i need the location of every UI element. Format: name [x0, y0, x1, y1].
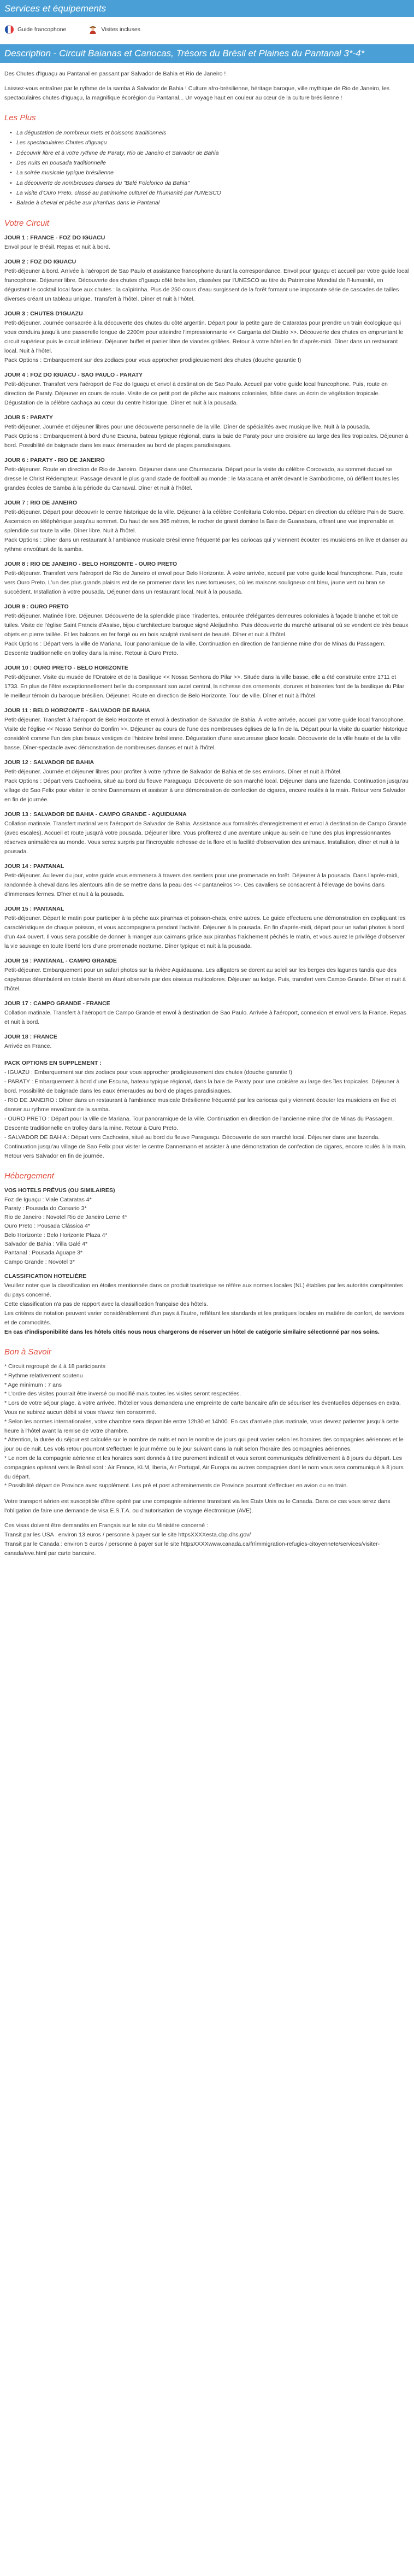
visa-note: Ces visas doivent être demandés en Français sur le site du Ministère concerné : Transit par les USA : environ 13 euros / personne à payer sur le site httpsXXXXesta.cbp.dhs.gov/ Transit par le Canada : environ 5 euros / personne à payer sur le site httpsXXXXwww.canada.ca/fr/immigration-refugies-citoyennete/services/visiter-canada/eve.html par carte bancaire.: [4, 1522, 380, 1557]
transport-note: Votre transport aérien est susceptible d'être opéré par une compagnie aérienne transitant via les Etats Unis ou le Canada. Dans ce cas vous serez dans l'obligation de faire une demande de visa E.S.T.A. ou d'autorisation de voyage électronique (AVE).: [4, 1498, 391, 1515]
classification-text: Veuillez noter que la classification en étoiles mentionnée dans ce produit touristique se réfère aux normes locales (NL) établies par les autorités compétentes du pays concerné. Cette classification n'a pas de rapport avec la classification française des hôtels. Les critères de notation peuvent varier considérablement d'un pays à l'autre, reflétant les standards et les pratiques locales en matière de confort, de services et de commodités.: [4, 1282, 404, 1326]
day-title: JOUR 18 : FRANCE: [4, 1034, 57, 1041]
day-entry: [4, 233, 410, 252]
pack-options: [4, 1059, 410, 1161]
day-title: JOUR 12 : SALVADOR DE BAHIA: [4, 759, 94, 766]
day-title: JOUR 5 : PARATY: [4, 414, 53, 421]
hotel-item: Foz de Iguaçu : Viale Cataratas 4*: [4, 1196, 92, 1203]
savoir-heading: Bon à Savoir: [4, 1347, 51, 1357]
hotels-list: [4, 1186, 410, 1266]
savoir-item: * Age minimum : 7 ans: [4, 1381, 62, 1388]
services-title-bar: [0, 0, 414, 17]
itinerary: [4, 233, 410, 1051]
day-text: Petit-déjeuner. Transfert à l'aéroport de Belo Horizonte et envol à destination de Salvador de Bahia. À votre arrivée, accueil par votre guide local francophone. Visite de l'église << Nosso Senhor do Bonfim >>. Déjeuner au cours de l'une des nombreuses églises de la fin de la. Départ pour la visite du quartier historique considéré comme l'un des plus beaux vestiges de l'histoire brésilienne. Dégustation d'une savoureuse glace locale. Découverte de la ville haute et de la ville basse. Dîner-spectacle avec démonstration de nombreuses danses et nuit à l'hôtel.: [4, 717, 408, 752]
day-title: JOUR 14 : PANTANAL: [4, 863, 64, 870]
day-entry: [4, 810, 410, 856]
plus-item: • La visite d'Ouro Preto, classé au patrimoine culturel de l'humanité par l'UNESCO: [10, 188, 410, 198]
day-entry: [4, 371, 410, 408]
service-visits: [88, 25, 140, 34]
plus-item: • Balade à cheval et pêche aux piranhas dans le Pantanal: [10, 198, 410, 208]
day-title: JOUR 6 : PARATY - RIO DE JANEIRO: [4, 457, 105, 464]
flag-fr-icon: [4, 25, 14, 34]
intro-paragraph: Laissez-vous entraîner par le rythme de la samba à Salvador de Bahia ! Culture afro-brésilienne, héritage baroque, ville mythique de Rio de Janeiro, les spectaculaires chutes d'Iguaçu, la magnifique écorégion du Pantanal... Un voyage haut en couleur au cœur de la culture brésilienne !: [4, 85, 390, 101]
day-text: Petit-déjeuner. Journée consacrée à la découverte des chutes du côté argentin. Départ pour la petite gare de Cataratas pour prendre un train écologique qui vous conduira jusqu'à une passerelle longue de 2200m pour atteindre l'impressionnante << Garganta del Diablo >>. Découverte des chutes en empruntant le circuit supérieur puis le circuit inférieur. Déjeuner buffet et panier libre de viandes grillées. Retour à votre hôtel en fin d'après-midi. Dîner dans un restaurant local. Nuit à l'hôtel. Pack Options : Embarquement sur des zodiacs pour vous approcher prodigieusement des chutes (douche garantie !): [4, 320, 404, 364]
day-entry: [4, 1032, 410, 1051]
plus-item: • Des nuits en pousada traditionnelle: [10, 158, 410, 168]
plus-list: [4, 128, 410, 208]
day-title: JOUR 9 : OURO PRETO: [4, 603, 69, 611]
pack-option-item: - RIO DE JANEIRO : Dîner dans un restaurant à l'ambiance musicale Brésilienne fréquenté par les cariocas qui y viennent écouter les musiciens en live et danser au rythme envoûtant de la samba.: [4, 1097, 396, 1113]
classification-heading: CLASSIFICATION HOTELIÈRE: [4, 1272, 87, 1280]
savoir-item: * Lors de votre séjour plage, à votre arrivée, l'hôtelier vous demandera une empreinte de carte bancaire afin de sécuriser les éventuelles dépenses en extra. Vous ne subirez aucun débit si vous n'avez rien consommé.: [4, 1400, 401, 1416]
hotel-item: Campo Grande : Novotel 3*: [4, 1258, 75, 1265]
day-entry: [4, 862, 410, 899]
hotels-heading: VOS HOTELS PRÉVUS (OU SIMILAIRES): [4, 1187, 115, 1194]
day-title: JOUR 1 : FRANCE - FOZ DO IGUACU: [4, 234, 105, 242]
savoir-item: * L'ordre des visites pourrait être inversé ou modifié mais toutes les visites seront respectées.: [4, 1390, 241, 1398]
day-entry: [4, 456, 410, 493]
day-title: JOUR 4 : FOZ DO IGUACU - SAO PAULO - PARATY: [4, 372, 143, 379]
plus-item: • La dégustation de nombreux mets et boissons traditionnels: [10, 128, 410, 138]
savoir-item: * Attention, la durée du séjour est calculée sur le nombre de nuits et non le nombre de jours qui peut varier selon les horaires des compagnies aériennes et le jour ou de nuit. Les vols retour pourront s'effectuer le jour même ou le jour suivant dans la nuit selon l'horaire des compagnies aériennes.: [4, 1436, 404, 1453]
plus-item: • La soirée musicale typique brésilienne: [10, 168, 410, 178]
day-title: JOUR 3 : CHUTES D'IGUAZU: [4, 310, 83, 318]
plus-item: • La découverte de nombreuses danses du "Balé Folclorico da Bahia": [10, 178, 410, 188]
day-entry: [4, 498, 410, 554]
day-text: Petit-déjeuner. Visite du musée de l'Oratoire et de la Basilique << Nossa Senhora do Pilar >>. Située dans la ville basse, elle a été construite entre 1711 et 1733. En plus de l'être exceptionnellement belle du compassant son autel central, la richesse des ornements, dorures et boiseries font de la basilique du Pilar le meilleur témoin du baroque brésilien. Déjeuner. Route en direction de Belo Horizonte. Tour de ville. Dîner et nuit à l'hôtel.: [4, 674, 405, 700]
day-text: Petit-déjeuner. Départ pour découvrir le centre historique de la ville. Déjeuner à la célèbre Confeitaria Colombo. Départ en direction du célèbre Pain de Sucre. Ascension en téléphérique jusqu'au sommet. Du haut de ses 395 mètres, le rocher de granit domine la Baie de Guanabara, offrant une vue imprenable et splendide sur toute la ville. Dîner libre. Nuit à l'hôtel. Pack Options : Dîner dans un restaurant à l'ambiance musicale Brésilienne fréquenté par les cariocas qui y viennent écouter les musiciens en live et danser au rythme envoûtant de la samba.: [4, 509, 407, 553]
day-title: JOUR 16 : PANTANAL - CAMPO GRANDE: [4, 958, 117, 965]
explorer-icon: [88, 25, 98, 34]
day-text: Petit-déjeuner. Matinée libre. Déjeuner. Découverte de la splendide place Tiradentes, entourée d'élégantes demeures coloniales à façade blanche et toit de tuiles. Visite de l'église Saint Francis d'Assise, bijou d'architecture baroque signé Aleijadinho. Puis découverte du marché artisanal où se vendent de très beaux objets en pierre taillée. Et les balcons en fer forgé ou en bois sculpté rivalisent de beauté. Dîner et nuit à l'hôtel. Pack Options : Départ vers la ville de Mariana. Tour panoramique de la ville. Continuation en direction de l'ancienne mine d'or de Minas du Passagem. Descente traditionnelle en trolley dans la mine. Retour à Ouro Preto.: [4, 613, 409, 657]
savoir-item: * Circuit regroupé de 4 à 18 participants: [4, 1363, 106, 1370]
day-text: Petit-déjeuner. Transfert vers l'aéroport de Rio de Janeiro et envol pour Belo Horizonte. À votre arrivée, accueil par votre guide local francophone. Puis, route vers Ouro Preto. L'un des plus grands plaisirs est de se promener dans les rues tortueuses, où les maisons souligneux ont bleu, jaune vert ou bran se succèdent. Installation à votre pousada. Déjeuner dans un restaurant local. Nuit à la pousada.: [4, 570, 403, 596]
day-text: Collation matinale. Transfert à l'aéroport de Campo Grande et envol à destination de Sao Paulo. Arrivée à l'aéroport, connexion et envol vers la France. Repas et nuit à bord.: [4, 1010, 406, 1026]
savoir-list: [4, 1362, 410, 1491]
day-entry: [4, 413, 410, 450]
classification-warning: En cas d'indisponibilité dans les hôtels cités nous nous chargerons de réserver un hôtel de catégorie similaire sélectionné par nos soins.: [4, 1328, 380, 1335]
day-title: JOUR 15 : PANTANAL: [4, 906, 64, 913]
hotel-item: Belo Horizonte : Belo Horizonte Plaza 4*: [4, 1231, 108, 1239]
day-title: JOUR 8 : RIO DE JANEIRO - BELO HORIZONTE - OURO PRETO: [4, 561, 177, 568]
service-guide-label: Guide francophone: [17, 26, 67, 33]
pack-option-item: - IGUAZU : Embarquement sur des zodiacs pour vous approcher prodigieusement des chutes (douche garantie !): [4, 1069, 293, 1076]
day-entry: [4, 706, 410, 753]
services-row: [0, 17, 414, 44]
day-text: Petit-déjeuner. Embarquement pour un safari photos sur la rivière Aquidauana. Les alligators se dorent au soleil sur les berges des lagunes tandis que des capybaras déambulent en totale liberté en étant observés par des oiseaux multicolores. Déjeuner au lodge. Puis, transfert vers Campo Grande. Dîner et nuit à l'hôtel.: [4, 967, 406, 993]
day-entry: [4, 309, 410, 365]
day-title: JOUR 11 : BELO HORIZONTE - SALVADOR DE BAHIA: [4, 707, 150, 714]
plus-heading: Les Plus: [4, 113, 36, 122]
day-text: Envol pour le Brésil. Repas et nuit à bord.: [4, 244, 110, 251]
circuit-heading: Votre Circuit: [4, 218, 49, 228]
pack-options-title: PACK OPTIONS EN SUPPLEMENT :: [4, 1060, 102, 1067]
day-text: Petit-déjeuner à bord. Arrivée à l'aéroport de Sao Paulo et assistance francophone durant la correspondance. Envol pour Iguaçu et accueil par votre guide local francophone. Déjeuner libre. Découverte des chutes d'Iguaçu côté brésilien, classées par l'UNESCO au titre du Patrimoine Mondial de l'Humanité, en dégustant le cocktail local face aux chutes : la caïpirinha. Plus de 250 cours d'eau surgissent de la forêt formant une imposante série de cascades de tailles diverses créant un tableau unique. Transfert à l'hôtel. Dîner et nuit à l'hôtel.: [4, 268, 409, 303]
day-text: Petit-déjeuner. Transfert vers l'aéroport de Foz do Iguaçu et envol à destination de Sao Paulo. Accueil par votre guide local francophone. Puis, route en direction de Paraty. Déjeuner en cours de route. Visite de ce petit port de pêche aux maisons coloniales, bâtie dans un écrin de végétation tropicale. Dégustation de la célèbre cachaça au cœur du centre historique. Dîner et nuit à la pousada.: [4, 381, 388, 407]
day-text: Petit-déjeuner. Journée et déjeuner libres pour profiter à votre rythme de Salvador de Bahia et de ses environs. Dîner et nuit à l'hôtel. Pack Options : Départ vers Cachoeira, situé au bord du fleuve Paraguaçu. Découverte de son marché local. Déjeuner dans une fazenda. Continuation jusqu'au village de Sao Felix pour visiter le centre Dannemann et assister à une démonstration de confection de cigares, encore roulés à la main. Retour vers Salvador en fin de journée.: [4, 768, 409, 803]
plus-item: • Découvrir libre et à votre rythme de Paraty, Rio de Janeiro et Salvador de Bahia: [10, 148, 410, 158]
intro-line: Des Chutes d'Iguaçu au Pantanal en passant par Salvador de Bahia et Rio de Janeiro !: [4, 70, 226, 77]
day-text: Arrivée en France.: [4, 1043, 52, 1050]
day-entry: [4, 664, 410, 701]
pack-option-item: - PARATY : Embarquement à bord d'une Escuna, bateau typique régional, dans la baie de Paraty pour une croisière au large des îles tropicales. Déjeuner à bord. Possibilité de baignade dans les eaux émeraudes au bord de plages paradisiaques.: [4, 1078, 400, 1095]
classification-block: [4, 1272, 410, 1337]
plus-item: • Les spectaculaires Chutes d'Iguaçu: [10, 138, 410, 148]
savoir-item: * Possibilité départ de Province avec supplément. Les pré et post acheminements de Province pourront s'effectuer en avion ou en train.: [4, 1482, 348, 1489]
services-title: Services et équipements: [4, 3, 107, 14]
savoir-item: * Selon les normes internationales, votre chambre sera disponible entre 12h30 et 14h00. En cas d'arrivée plus matinale, vous devrez patienter jusqu'à cette heure à l'hôtel avant la remise de votre chambre.: [4, 1418, 399, 1434]
day-entry: [4, 560, 410, 597]
description-title: Description - Circuit Baianas et Cariocas, Trésors du Brésil et Plaines du Pantanal 3*-4*: [4, 48, 365, 59]
day-title: JOUR 2 : FOZ DO IGUACU: [4, 259, 76, 266]
hotel-item: Ouro Preto : Pousada Clássica 4*: [4, 1223, 90, 1230]
day-text: Petit-déjeuner. Départ le matin pour participer à la pêche aux piranhas et poisson-chats, entre autres. Le guide effectuera une démonstration en expliquant les caractéristiques de chaque poisson, et vous accompagnera pendant l'activité. Déjeuner à la pousada. En fin d'après-midi, départ pour un safari photos à bord d'un 4x4 ouvert. Il vous sera possible de donner à manger aux caïmans grâce aux piranhas fraîchement pêchés le matin, et vous aurez le privilège d'observer la vie sauvage en toute liberté lors d'une promenade nocturne. Dîner typique et nuit à la pousada.: [4, 915, 406, 950]
day-title: JOUR 7 : RIO DE JANEIRO: [4, 500, 78, 507]
day-entry: [4, 758, 410, 805]
day-entry: [4, 905, 410, 951]
pack-option-item: - SALVADOR DE BAHIA : Départ vers Cachoeira, situé au bord du fleuve Paraguaçu. Découverte de son marché local. Déjeuner dans une fazenda. Continuation jusqu'au village de Sao Felix pour visiter le centre Dannemann et assister à une démonstration de confection de cigares, encore roulés à la main. Retour vers Salvador en fin de journée.: [4, 1134, 407, 1160]
day-text: Petit-déjeuner. Au lever du jour, votre guide vous emmenera à travers des sentiers pour une promenade en forêt. Déjeuner à la pousada. Dans l'après-midi, randonnée à cheval dans les alentours afin de se mettre dans la peau des << pantaneiros >>. Ces cavaliers se consacrent à l'élevage de bovins dans d'immenses fermes. Dîner et nuit à la pousada.: [4, 872, 399, 898]
day-entry: [4, 999, 410, 1027]
day-text: Petit-déjeuner. Journée et déjeuner libres pour une découverte personnelle de la ville. Dîner de spécialités avec musique live. Nuit à la pousada. Pack Options : Embarquement à bord d'une Escuna, bateau typique régional, dans la baie de Paraty pour une croisière au large des îles tropicales. Déjeuner à bord. Possibilité de baignade dans les eaux émeraudes au bord de plages paradisiaques.: [4, 424, 409, 449]
hebergement-heading: Hébergement: [4, 1171, 54, 1181]
day-entry: [4, 602, 410, 658]
pack-option-item: - OURO PRETO : Départ pour la ville de Mariana. Tour panoramique de la ville. Continuation en direction de l'ancienne mine d'or de Minas du Passagem. Descente traditionnelle en trolley dans la mine. Retour à Ouro Preto.: [4, 1116, 394, 1132]
day-text: Petit-déjeuner. Route en direction de Rio de Janeiro. Déjeuner dans une Churrascaria. Départ pour la visite du célèbre Corcovado, au sommet duquel se dresse le Christ Rédempteur. Passage devant le plus grand stade de football au monde : le Maracana et arrêt devant le Sambodrome, où défilent toutes les grandes écoles de Samba à la période du Carnaval. Dîner et nuit à l'hôtel.: [4, 466, 400, 492]
savoir-item: * Rythme relativement soutenu: [4, 1372, 83, 1379]
hotel-item: Pantanal : Pousada Aguape 3*: [4, 1249, 83, 1257]
day-entry: [4, 257, 410, 304]
day-entry: [4, 957, 410, 994]
savoir-item: * Le nom de la compagnie aérienne et les horaires sont donnés à titre purement indicatif et vous seront communiqués définitivement à 8 jours du départ. Les compagnies opérant vers le Brésil sont : Air France, KLM, Iberia, Air Portugal, Air Europa ou autres compagnies dont le nom vous sera communiqué à 8 jours du départ.: [4, 1455, 404, 1480]
hotel-item: Paraty : Pousada do Corsario 3*: [4, 1205, 87, 1212]
day-text: Collation matinale. Transfert matinal vers l'aéroport de Salvador de Bahia. Assistance aux formalités d'enregistrement et envol à destination de Campo Grande (avec escales). Accueil et route jusqu'à votre pousada. Déjeuner libre. Vous profiterez d'une aventure unique au sein de l'une des plus impressionnantes réserves animalières au monde. Vous serez surpris par l'incroyable richesse de la flore et la facilité d'observation des animaux. Installation, dîner et nuit à la pousada.: [4, 820, 407, 855]
service-guide: [4, 25, 66, 34]
main-content: [0, 63, 414, 1570]
day-title: JOUR 13 : SALVADOR DE BAHIA - CAMPO GRANDE - AQUIDUANA: [4, 811, 187, 818]
day-title: JOUR 17 : CAMPO GRANDE - FRANCE: [4, 1000, 110, 1007]
day-title: JOUR 10 : OURO PRETO - BELO HORIZONTE: [4, 665, 128, 672]
service-visits-label: Visites incluses: [101, 26, 140, 33]
hotel-item: Salvador de Bahia : Villa Galé 4*: [4, 1240, 88, 1247]
description-title-bar: [0, 44, 414, 62]
hotel-item: Rio de Janeiro : Novotel Rio de Janeiro Leme 4*: [4, 1214, 127, 1221]
